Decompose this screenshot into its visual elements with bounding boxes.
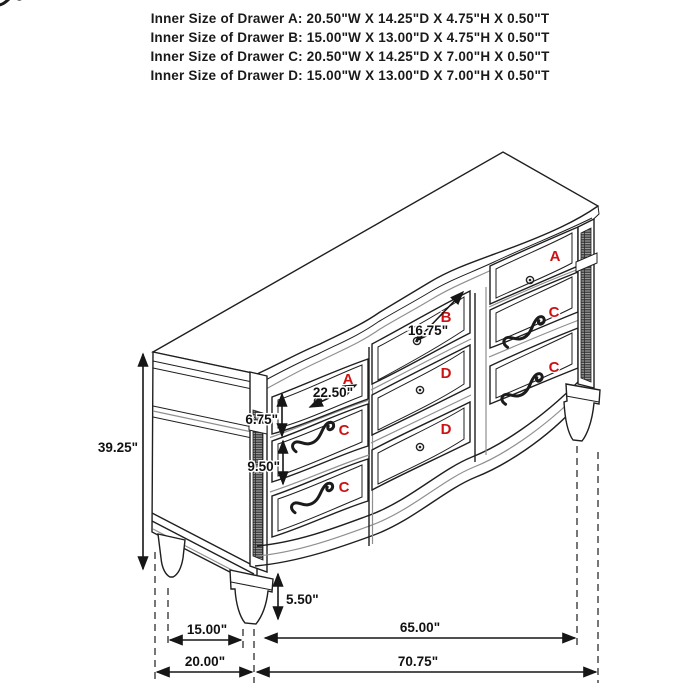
label-middle-left: C [338, 422, 350, 439]
overall-height-value: 39.25" [97, 440, 138, 455]
legend-line-a: Inner Size of Drawer A: 20.50"W X 14.25"D X 4.75"H X 0.50"T [150, 11, 550, 26]
legend-line-b: Inner Size of Drawer B: 15.00"W X 13.00"D X 4.75"H X 0.50"T [150, 30, 550, 45]
label-top-left: A [342, 371, 354, 388]
front-right-corner-stile [576, 219, 597, 388]
label-top-center: B [440, 309, 452, 326]
leg-spacing-width-value: 65.00" [399, 620, 441, 635]
stile-fluting [581, 228, 591, 382]
dimension-overall-width [257, 654, 596, 672]
dimension-overall-depth [157, 654, 252, 672]
back-left-leg [158, 534, 185, 577]
label-bottom-right: C [548, 359, 560, 376]
label-bottom-center: D [440, 421, 452, 438]
leg-spacing-depth-value: 15.00" [186, 622, 228, 637]
legend-line-c: Inner Size of Drawer C: 20.50"W X 14.25"D X 7.00"H X 0.50"T [150, 49, 550, 64]
dimension-overall-height [98, 354, 143, 569]
wide-drawer-width-value: 22.50" [312, 385, 354, 400]
dimension-leg-spacing-width [265, 620, 575, 638]
legend-line-d: Inner Size of Drawer D: 15.00"W X 13.00"D X 7.00"H X 0.50"T [150, 68, 550, 83]
center-drawer-width-value: 16.75" [407, 323, 449, 338]
label-middle-center: D [440, 365, 452, 382]
label-bottom-left: C [338, 479, 350, 496]
overall-width-value: 70.75" [397, 654, 439, 669]
label-top-right: A [549, 248, 561, 265]
leg-height-value: 5.50" [286, 592, 319, 607]
dimension-leg-height [278, 574, 319, 619]
front-right-leg [564, 384, 600, 441]
overall-depth-value: 20.00" [184, 654, 226, 669]
top-drawer-height-value: 6.75" [245, 412, 278, 427]
label-middle-right: C [548, 304, 560, 321]
front-left-leg [230, 570, 273, 624]
dimension-leg-spacing-depth [170, 622, 241, 640]
lower-drawer-height-value: 9.50" [247, 459, 280, 474]
